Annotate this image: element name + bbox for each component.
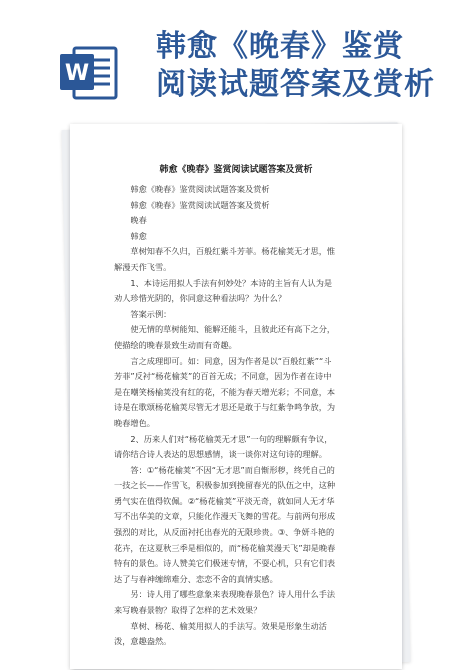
- paragraph: 1、本诗运用拟人手法有何妙处？本诗的主旨有人认为是劝人珍惜光阴的，你同意这种看法吗？为什么？: [114, 277, 333, 304]
- page-title-line-1: 韩愈《晚春》鉴赏: [156, 29, 404, 64]
- paragraph: 草树知春不久归，百般红紫斗芳菲。杨花榆荚无才思，惟解漫天作飞雪。: [114, 246, 336, 272]
- word-document-icon: [58, 40, 120, 102]
- paragraph: 言之成理即可。如：同意，因为作者是以“百般红紫”“斗芳菲”反衬“杨花榆荚”的百首无成；不同意，因为作者在诗中是在嘲笑杨榆荚没有红的花，不能为春天增光彩；不同意，本诗是在歌颂杨花榆荚尽管无才思还是敢于与红紫争鸣争放，为晚春增色。: [114, 355, 336, 428]
- paragraph: 答案示例：: [130, 308, 172, 319]
- document-page[interactable]: [70, 124, 402, 669]
- paragraph: 2、历来人们对“杨花榆荚无才思”一句的理解颇有争议，请你结合诗人表达的思想感情，谈一谈你对这句诗的理解。: [114, 433, 333, 460]
- page-title-line-2: 阅读试题答案及赏析: [156, 67, 435, 102]
- paragraph: 使无情的草树能知、能解还能斗，且彼此还有高下之分，使描绘的晚春景致生动而有奇趣。: [114, 324, 336, 350]
- page-title: [156, 28, 472, 104]
- paragraph: 另：诗人用了哪些意象来表现晚春景色？诗人用什么手法来写晚春景物？取得了怎样的艺术效果？: [114, 589, 336, 616]
- paragraph: 韩愈《晚春》鉴赏阅读试题答案及赏析: [130, 199, 270, 210]
- paragraph: 韩愈: [130, 230, 147, 241]
- paragraph: 草树、杨花、榆荚用拟人的手法写。效果是形象生动活泼，意趣盎然。: [114, 620, 327, 647]
- word-icon-letter: W: [64, 61, 90, 86]
- document-body: [114, 182, 336, 650]
- paragraph: 答：①“杨花榆荚”不因“无才思”而自惭形秽，终凭自己的一技之长——作雪飞，积极参加到挽留春光的队伍之中，这种勇气实在值得钦佩。②“杨花榆荚”平淡无奇，就如同人无才华写不出华美的文章，只能化作漫天飞舞的雪花。与前两句形成强烈的对比，从反面衬托出春光的无限珍贵。③、争妍斗艳的花卉，在这夏秋三季是相似的，而“杨花榆荚漫天飞”却是晚春特有的景色。诗人赞美它们极迷专情，不耍心机，只有它们表达了与春神缠绵难分、恋恋不舍的真情实感。: [114, 464, 336, 584]
- paragraph: 晚春: [130, 215, 147, 226]
- header-banner: [0, 0, 474, 118]
- document-title: 韩愈《晚春》鉴赏阅读试题答案及赏析: [159, 165, 313, 175]
- paragraph: 韩愈《晚春》鉴赏阅读试题答案及赏析: [130, 184, 270, 194]
